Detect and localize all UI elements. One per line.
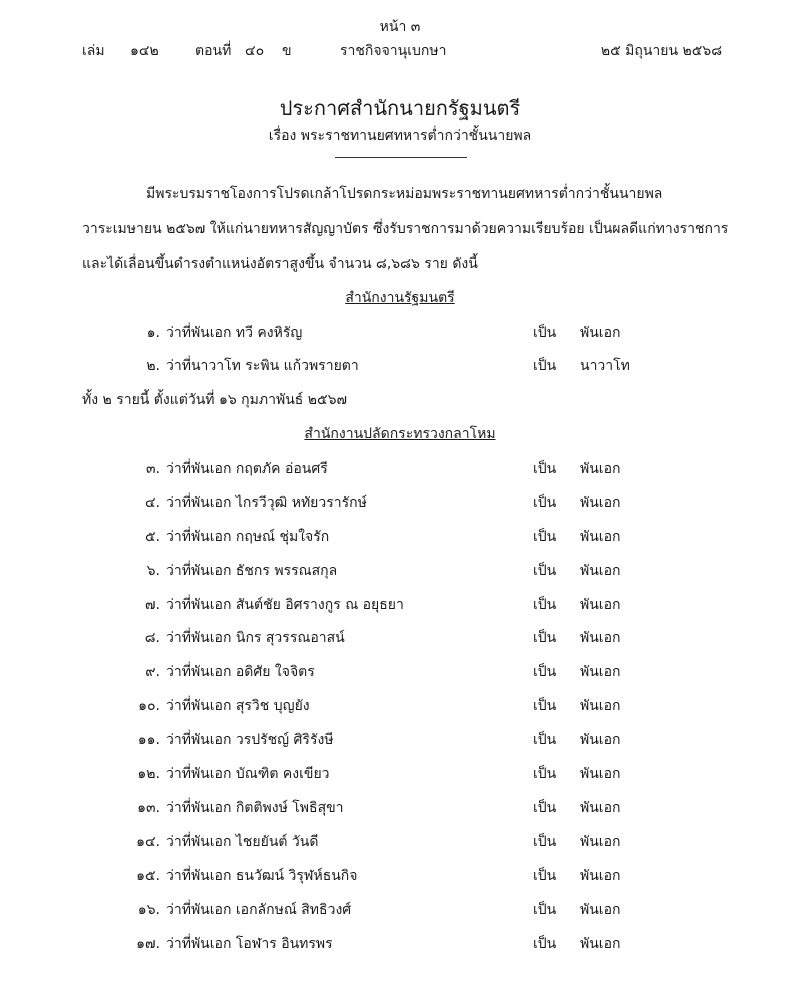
entry-name: ว่าที่พันเอก กิตติพงษ์ โพธิสุขา	[166, 800, 344, 816]
section-heading-defense-office: สำนักงานปลัดกระทรวงกลาโหม	[304, 426, 496, 442]
entry-name: ว่าที่พันเอก สุรวิช บุญยัง	[166, 698, 310, 714]
list-item	[0, 763, 800, 789]
entry-name: ว่าที่พันเอก วรปรัชญ์ ศิริรังษี	[166, 732, 334, 748]
entry-rank: พันเอก	[580, 563, 621, 579]
entry-rank: พันเอก	[580, 664, 621, 680]
list-item	[0, 899, 800, 925]
entry-rank: พันเอก	[580, 732, 621, 748]
entry-as: เป็น	[533, 358, 557, 374]
publication-date: ๒๕ มิถุนายน ๒๕๖๘	[600, 43, 722, 59]
list-item	[0, 865, 800, 891]
entry-name: ว่าที่พันเอก ธนวัฒน์ วิรุฬห์ธนกิจ	[166, 868, 358, 884]
entry-number: ๔.	[144, 495, 160, 511]
entry-rank: พันเอก	[580, 325, 621, 341]
intro-line-2: วาระเมษายน ๒๕๖๗ ให้แก่นายทหารสัญญาบัตร ซึ่งรับราชการมาด้วยความเรียบร้อย เป็นผลดีแก่ทางราชการ	[82, 221, 729, 237]
entry-rank: พันเอก	[580, 597, 621, 613]
entry-as: เป็น	[533, 563, 557, 579]
entry-number: ๑๓.	[137, 800, 160, 816]
entry-rank: พันเอก	[580, 800, 621, 816]
entry-name: ว่าที่พันเอก สันต์ชัย อิศรางกูร ณ อยุธยา	[166, 597, 404, 613]
entry-name: ว่าที่พันเอก ทวี คงหิรัญ	[166, 325, 303, 341]
list-item	[0, 492, 800, 518]
entry-name: ว่าที่พันเอก กฤตภัค อ่อนศรี	[166, 461, 328, 477]
entry-as: เป็น	[533, 834, 557, 850]
entry-number: ๓.	[145, 461, 160, 477]
list-item	[0, 933, 800, 959]
entry-as: เป็น	[533, 732, 557, 748]
entry-number: ๕.	[144, 529, 160, 545]
entry-number: ๗.	[145, 597, 160, 613]
entry-number: ๑๑.	[137, 732, 160, 748]
announcement-subject: เรื่อง พระราชทานยศทหารต่ำกว่าชั้นนายพล	[268, 128, 532, 144]
list-item	[0, 797, 800, 823]
entry-number: ๙.	[145, 664, 160, 680]
entry-as: เป็น	[533, 495, 557, 511]
section-heading-minister-office: สำนักงานรัฐมนตรี	[345, 290, 455, 306]
section-number: ๔๐	[245, 43, 265, 59]
entry-as: เป็น	[533, 630, 557, 646]
entry-number: ๑๕.	[136, 868, 160, 884]
volume-number: ๑๔๒	[130, 43, 159, 59]
entry-rank: พันเอก	[580, 529, 621, 545]
list-item	[0, 322, 800, 348]
entry-name: ว่าที่พันเอก นิกร สุวรรณอาสน์	[166, 630, 345, 646]
list-item	[0, 729, 800, 755]
entry-as: เป็น	[533, 868, 557, 884]
entry-as: เป็น	[533, 698, 557, 714]
entry-name: ว่าที่พันเอก อดิศัย ใจจิตร	[166, 664, 315, 680]
entry-rank: พันเอก	[580, 766, 621, 782]
entry-as: เป็น	[533, 461, 557, 477]
list-item	[0, 695, 800, 721]
entry-name: ว่าที่พันเอก เอกลักษณ์ สิทธิวงศ์	[166, 902, 352, 918]
list-item	[0, 831, 800, 857]
entry-name: ว่าที่พันเอก ธัชกร พรรณสกุล	[166, 563, 338, 579]
section-type: ข	[282, 43, 292, 59]
entry-number: ๑.	[146, 325, 160, 341]
entry-as: เป็น	[533, 936, 557, 952]
entry-number: ๘.	[144, 630, 160, 646]
entry-as: เป็น	[533, 664, 557, 680]
list-item	[0, 627, 800, 653]
entry-as: เป็น	[533, 800, 557, 816]
entry-as: เป็น	[533, 529, 557, 545]
entry-number: ๑๗.	[136, 936, 160, 952]
volume-label: เล่ม	[82, 43, 105, 59]
entry-number: ๒.	[146, 358, 160, 374]
entry-as: เป็น	[533, 902, 557, 918]
entry-number: ๑๖.	[137, 902, 160, 918]
list-item	[0, 661, 800, 687]
entry-rank: พันเอก	[580, 461, 621, 477]
entry-rank: พันเอก	[580, 936, 621, 952]
entry-rank: พันเอก	[580, 698, 621, 714]
title-divider	[335, 157, 467, 158]
entry-number: ๑๐.	[138, 698, 160, 714]
entry-name: ว่าที่พันเอก บัณฑิต คงเขียว	[166, 766, 330, 782]
entry-number: ๑๔.	[136, 834, 160, 850]
list-item	[0, 560, 800, 586]
entry-as: เป็น	[533, 325, 557, 341]
entry-name: ว่าที่พันเอก กฤษณ์ ชุ่มใจรัก	[166, 529, 330, 545]
entry-rank: นาวาโท	[580, 358, 630, 374]
list-item	[0, 594, 800, 620]
announcement-title: ประกาศสำนักนายกรัฐมนตรี	[279, 96, 521, 120]
entry-rank: พันเอก	[580, 868, 621, 884]
page-number: หน้า ๓	[379, 19, 421, 35]
list-item	[0, 526, 800, 552]
gazette-name: ราชกิจจานุเบกษา	[340, 43, 447, 59]
entry-rank: พันเอก	[580, 902, 621, 918]
entry-rank: พันเอก	[580, 630, 621, 646]
entry-name: ว่าที่พันเอก ไชยยันต์ วันดี	[166, 834, 319, 850]
list-item	[0, 355, 800, 381]
section-label: ตอนที่	[195, 43, 232, 59]
entry-name: ว่าที่พันเอก ไกรวีวุฒิ หทัยวรารักษ์	[166, 495, 367, 511]
section-summary: ทั้ง ๒ รายนี้ ตั้งแต่วันที่ ๑๖ กุมภาพันธ์ ๒๕๖๗	[82, 392, 348, 408]
entry-number: ๑๒.	[137, 766, 160, 782]
entry-name: ว่าที่พันเอก โอฬาร อินทรพร	[166, 936, 333, 952]
intro-line-3: และได้เลื่อนขึ้นดำรงตำแหน่งอัตราสูงขึ้น จำนวน ๘,๖๘๖ ราย ดังนี้	[82, 256, 478, 272]
entry-rank: พันเอก	[580, 834, 621, 850]
list-item	[0, 458, 800, 484]
entry-name: ว่าที่นาวาโท ระพิน แก้วพรายตา	[166, 358, 359, 374]
entry-as: เป็น	[533, 766, 557, 782]
entry-as: เป็น	[533, 597, 557, 613]
intro-line-1: มีพระบรมราชโองการโปรดเกล้าโปรดกระหม่อมพระราชทานยศทหารต่ำกว่าชั้นนายพล	[146, 186, 663, 202]
entry-rank: พันเอก	[580, 495, 621, 511]
entry-number: ๖.	[146, 563, 160, 579]
gazette-header	[82, 40, 722, 62]
